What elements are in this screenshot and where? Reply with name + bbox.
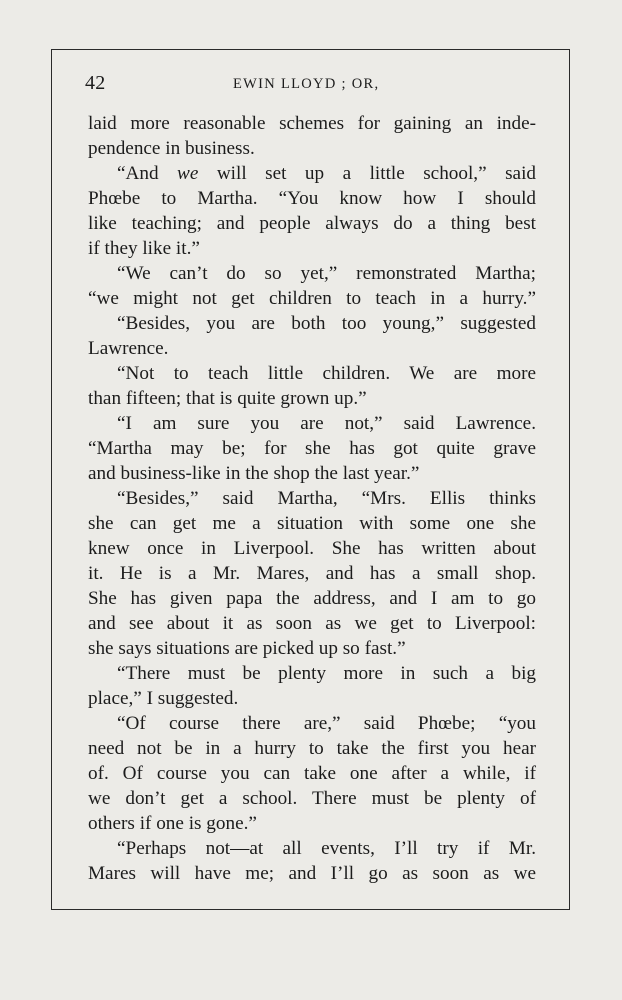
text-line: we don’t get a school. There must be plenty of	[88, 788, 536, 809]
text-line: “Besides, you are both too young,” suggested	[117, 313, 536, 334]
text-line: “I am sure you are not,” said Lawrence.	[117, 413, 536, 434]
text-line: “There must be plenty more in such a big	[117, 663, 536, 684]
text-line: if they like it.”	[88, 238, 200, 259]
running-head: EWIN LLOYD ; OR,	[233, 76, 380, 92]
text-line: “we might not get children to teach in a hurry.”	[88, 288, 536, 309]
text-line: “We can’t do so yet,” remonstrated Martha;	[117, 263, 536, 284]
text-line: it. He is a Mr. Mares, and has a small shop.	[88, 563, 536, 584]
text-line: and business-like in the shop the last year.”	[88, 463, 420, 484]
text-line: she says situations are picked up so fast.”	[88, 638, 406, 659]
text-line: “Not to teach little children. We are more	[117, 363, 536, 384]
text-line: need not be in a hurry to take the first you hear	[88, 738, 536, 759]
text-line: of. Of course you can take one after a while, if	[88, 763, 536, 784]
text-line: place,” I suggested.	[88, 688, 239, 709]
text-line: and see about it as soon as we get to Liverpool:	[88, 613, 536, 634]
page-header	[85, 72, 538, 98]
text-line: “Perhaps not—at all events, I’ll try if Mr.	[117, 838, 536, 859]
text-line: Lawrence.	[88, 338, 169, 359]
text-line: others if one is gone.”	[88, 813, 257, 834]
text-line: She has given papa the address, and I am to go	[88, 588, 536, 609]
text-line: knew once in Liverpool. She has written about	[88, 538, 536, 559]
text-line: pendence in business.	[88, 138, 255, 159]
page-number: 42	[85, 72, 106, 94]
text-line: Mares will have me; and I’ll go as soon as we	[88, 863, 536, 884]
body-text	[88, 111, 536, 886]
text-line: “Of course there are,” said Phœbe; “you	[117, 713, 536, 734]
text-line: laid more reasonable schemes for gaining an inde-	[88, 113, 536, 134]
text-line: “And we will set up a little school,” said	[117, 163, 536, 184]
text-line: “Besides,” said Martha, “Mrs. Ellis thinks	[117, 488, 536, 509]
text-line: than fifteen; that is quite grown up.”	[88, 388, 367, 409]
text-line: Phœbe to Martha. “You know how I should	[88, 188, 536, 209]
text-line: she can get me a situation with some one she	[88, 513, 536, 534]
text-line: “Martha may be; for she has got quite grave	[88, 438, 536, 459]
text-line: like teaching; and people always do a thing best	[88, 213, 536, 234]
